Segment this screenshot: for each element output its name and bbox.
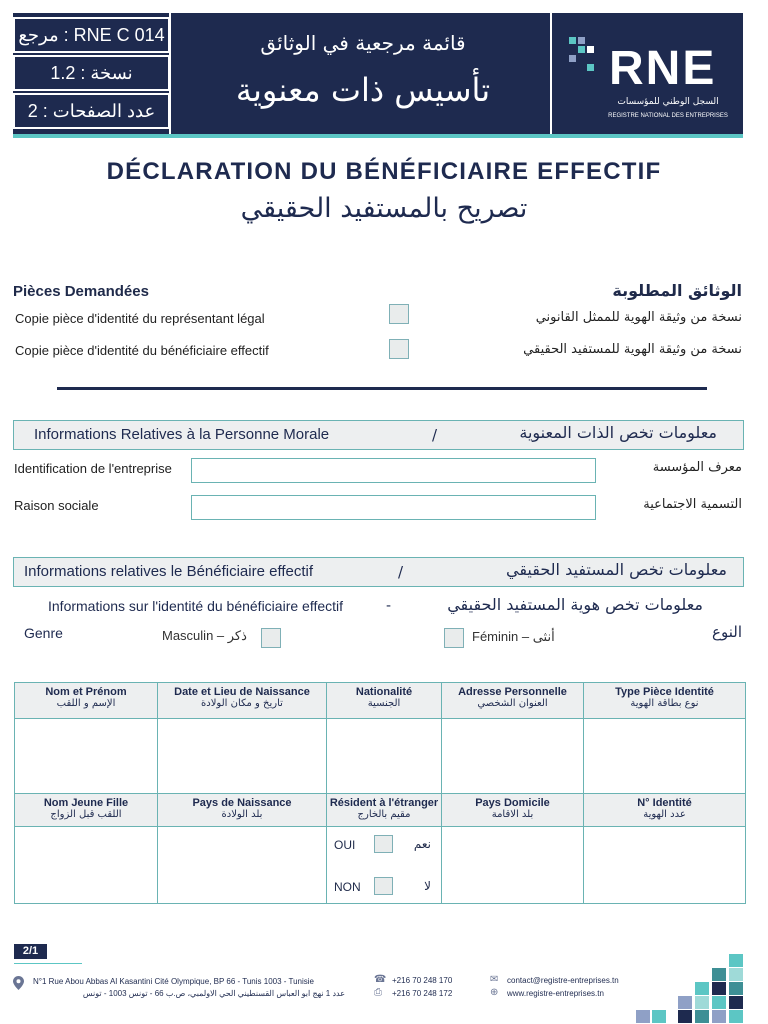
fax-number: +216 70 248 172 — [392, 989, 453, 998]
cell-adresse[interactable] — [442, 719, 584, 794]
cell-pays-domicile[interactable] — [442, 827, 584, 904]
header-divider-left — [169, 13, 171, 134]
address-fr: N°1 Rue Abou Abbas Al Kasantini Cité Olympique, BP 66 - Tunis 1003 - Tunisie — [33, 977, 314, 986]
section-title-fr: Informations relatives le Bénéficiaire effectif — [24, 563, 314, 580]
th-nom-jeune-fille: Nom Jeune Fille اللقب قبل الزواج — [15, 794, 158, 827]
cell-date-lieu[interactable] — [158, 719, 327, 794]
th-nationalite: Nationalité الجنسية — [327, 683, 442, 719]
address-ar: عدد 1 نهج ابو العباس القسنطيني الحي الاولمبي، ص.ب 66 - تونس 1003 - تونس — [82, 989, 345, 998]
page-number-rule — [14, 963, 82, 964]
oui-checkbox[interactable] — [374, 835, 393, 853]
doc-item-ar: نسخة من وثيقة الهوية للممثل القانوني — [535, 310, 742, 325]
email-link[interactable]: contact@registre-entreprises.tn — [507, 976, 619, 985]
table-header-row — [15, 794, 746, 827]
cell-type-piece[interactable] — [584, 719, 746, 794]
location-pin-icon — [13, 976, 24, 990]
cell-nom-jeune-fille[interactable] — [15, 827, 158, 904]
th-adresse: Adresse Personnelle العنوان الشخصي — [442, 683, 584, 719]
field-label-fr: Identification de l'entreprise — [14, 461, 172, 476]
phone-number: +216 70 248 170 — [392, 976, 453, 985]
genre-label-ar: النوع — [712, 623, 742, 641]
doc-item-fr: Copie pièce d'identité du bénéficiaire effectif — [15, 343, 269, 358]
company-id-input[interactable] — [191, 458, 596, 483]
section-title-ar: معلومات تخص المستفيد الحقيقي — [506, 560, 727, 579]
fax-icon: ⎙ — [374, 987, 382, 998]
website-link[interactable]: www.registre-entreprises.tn — [507, 989, 604, 998]
reference-cell — [13, 17, 169, 53]
th-resident-etranger: Résident à l'étranger مقيم بالخارج — [327, 794, 442, 827]
email-icon: ✉ — [490, 974, 499, 985]
non-label-ar: لا — [424, 879, 431, 893]
company-name-input[interactable] — [191, 495, 596, 520]
field-label-fr: Raison sociale — [14, 498, 99, 513]
logo-pixel-icon — [569, 37, 605, 81]
identity-subheading-fr: Informations sur l'identité du bénéficiaire effectif — [48, 598, 344, 614]
th-type-piece: Type Pièce Identité نوع بطاقة الهوية — [584, 683, 746, 719]
pixel-decoration-icon — [636, 950, 746, 1024]
pages-cell — [13, 93, 169, 129]
doc-checkbox-beneficiary[interactable] — [389, 339, 409, 359]
feminin-label: Féminin – أنثى — [472, 629, 555, 644]
cell-nationalite[interactable] — [327, 719, 442, 794]
identity-subheading-sep: - — [386, 598, 392, 614]
th-nom-prenom: Nom et Prénom الإسم و اللقب — [15, 683, 158, 719]
phone-icon: ☎ — [374, 974, 387, 985]
table-row — [15, 719, 746, 794]
cell-pays-naissance[interactable] — [158, 827, 327, 904]
oui-label-ar: نعم — [413, 837, 431, 851]
pieces-heading-fr: Pièces Demandées — [13, 283, 149, 300]
beneficiary-table — [14, 682, 746, 904]
section-personne-morale — [13, 420, 744, 450]
globe-icon: ⊕ — [490, 987, 499, 998]
feminin-checkbox[interactable] — [444, 628, 464, 648]
section-separator: / — [398, 563, 404, 581]
identity-subheading-ar: معلومات تخص هوية المستفيد الحقيقي — [447, 595, 703, 614]
oui-label: OUI — [334, 838, 356, 852]
pieces-heading-ar: الوثائق المطلوبة — [612, 281, 742, 300]
version-cell — [13, 55, 169, 91]
pages-text: عدد الصفحات : 2 — [27, 100, 156, 121]
section-title-fr: Informations Relatives à la Personne Morale — [34, 426, 330, 443]
table-row — [15, 827, 746, 904]
version-text: نسخة : 1.2 — [50, 62, 133, 83]
genre-label-fr: Genre — [24, 625, 63, 641]
reference-text: RNE C 014 : مرجع — [18, 24, 165, 45]
table-header-row — [15, 683, 746, 719]
document-header — [13, 13, 743, 134]
field-label-ar: معرف المؤسسة — [652, 460, 742, 475]
checklist-title: تأسيس ذات معنوية — [235, 71, 491, 109]
checklist-subtitle: قائمة مرجعية في الوثائق — [260, 31, 466, 55]
masculin-label: Masculin – ذكر — [162, 628, 247, 643]
logo-arabic-name: السجل الوطني للمؤسسات — [617, 97, 719, 107]
cell-resident-etranger — [327, 827, 442, 904]
form-title-ar: تصريح بالمستفيد الحقيقي — [240, 193, 528, 224]
non-checkbox[interactable] — [374, 877, 393, 895]
cell-nom-prenom[interactable] — [15, 719, 158, 794]
th-date-lieu: Date et Lieu de Naissance تاريخ و مكان الولادة — [158, 683, 327, 719]
header-accent-rule — [13, 134, 743, 138]
doc-item-fr: Copie pièce d'identité du représentant légal — [15, 311, 265, 326]
th-pays-domicile: Pays Domicile بلد الاقامة — [442, 794, 584, 827]
section-divider — [57, 387, 707, 390]
cell-numero-identite[interactable] — [584, 827, 746, 904]
section-title-ar: معلومات تخص الذات المعنوية — [519, 423, 717, 442]
logo-wordmark: RNE — [609, 42, 717, 95]
section-beneficiaire — [13, 557, 744, 587]
form-title-fr: DÉCLARATION DU BÉNÉFICIAIRE EFFECTIF — [106, 158, 662, 185]
page-number-badge: 2/1 — [14, 944, 47, 959]
th-pays-naissance: Pays de Naissance بلد الولادة — [158, 794, 327, 827]
logo-french-name: REGISTRE NATIONAL DES ENTREPRISES — [608, 113, 728, 119]
section-separator: / — [432, 426, 438, 444]
doc-item-ar: نسخة من وثيقة الهوية للمستفيد الحقيقي — [523, 342, 742, 357]
non-label: NON — [334, 880, 361, 894]
masculin-checkbox[interactable] — [261, 628, 281, 648]
doc-checkbox-legal-rep[interactable] — [389, 304, 409, 324]
th-numero-identite: N° Identité عدد الهوية — [584, 794, 746, 827]
field-label-ar: التسمية الاجتماعية — [643, 497, 742, 512]
